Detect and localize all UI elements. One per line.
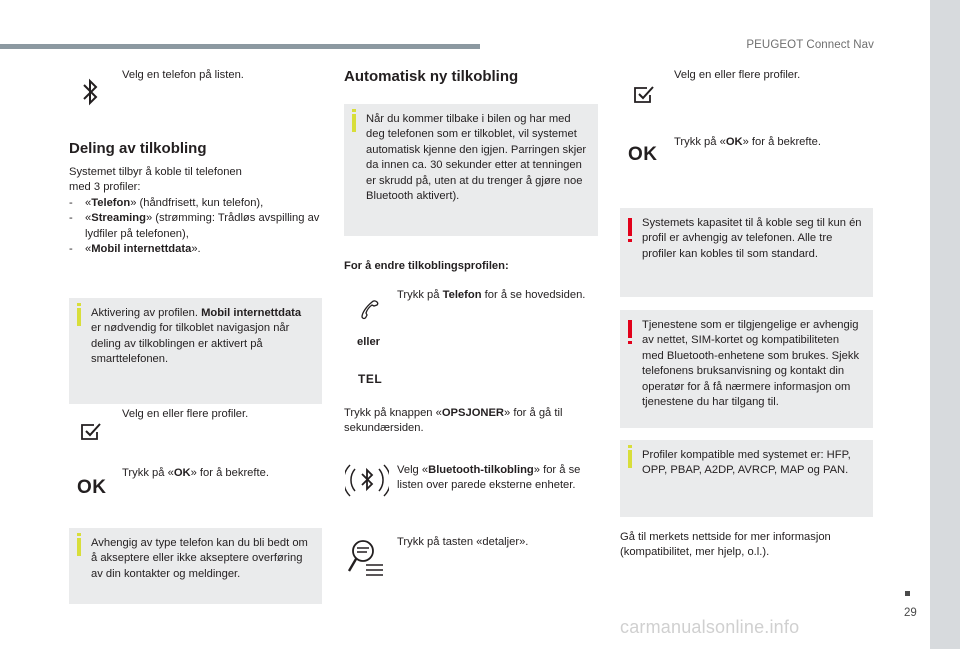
profile-item: - «Mobil internettdata». <box>69 242 325 257</box>
info-marker-icon <box>628 450 632 468</box>
warning-box-text: Tjenestene som er tilgjengelige er avhengig av nettet, SIM-kortet og kompatibiliteten med Bluetooth-enhetene som brukes. Sjekk telefonens bruksanvisning og kontakt din operatør for å få nærmere informasjon om tjenestene du har tilgang til. <box>642 319 860 409</box>
info-box-mobile-data <box>69 298 322 404</box>
col1-step2-text: Velg en eller flere profiler. <box>122 408 249 420</box>
phone-handset-icon <box>359 298 381 320</box>
header-brand: PEUGEOT Connect Nav <box>746 39 874 51</box>
warning-box-profile-capacity <box>620 208 873 297</box>
profile-list <box>69 196 325 258</box>
side-strip <box>930 0 960 649</box>
info-box-phone-type <box>69 528 322 604</box>
bluetooth-connection-icon <box>345 459 389 503</box>
col2-step1-text: Trykk på Telefon for å se hovedsiden. <box>397 289 586 301</box>
col2-step3-text: Trykk på tasten «detaljer». <box>397 536 529 548</box>
col3-step2-text: Trykk på «OK» for å bekrefte. <box>674 136 821 148</box>
col3-footer-text: Gå til merkets nettside for mer informasjon (kompatibilitet, mer hjelp, o.l.). <box>620 531 831 559</box>
profile-item: - «Streaming» (strømming: Trådløs avspilling av lydfiler på telefonen), <box>69 211 325 242</box>
info-marker-icon <box>77 538 81 556</box>
bluetooth-icon <box>80 76 100 108</box>
col1-intro: Systemet tilbyr å koble til telefonen med 3 profiler: <box>69 166 242 194</box>
info-box-text: Aktivering av profilen. Mobil internettdata er nødvendig for tilkoblet navigasjon når deling av tilkoblingen er aktivert på smarttelefonen. <box>91 307 302 366</box>
info-box-compatible-profiles <box>620 440 873 517</box>
col3-step1-text: Velg en eller flere profiler. <box>674 69 801 81</box>
checkbox-icon <box>633 85 655 105</box>
subheading-change-profile: For å endre tilkoblingsprofilen: <box>344 260 509 272</box>
info-marker-icon <box>352 114 356 132</box>
warning-marker-icon <box>628 320 632 338</box>
col2-options-text: Trykk på knappen «OPSJONER» for å gå til sekundærsiden. <box>344 407 563 435</box>
checkbox-icon <box>80 422 102 442</box>
info-box-text: Avhengig av type telefon kan du bli bedt om å akseptere eller ikke akseptere overføring av din kontakter og meldinger. <box>91 537 308 580</box>
col1-step1-text: Velg en telefon på listen. <box>122 69 244 81</box>
tel-label: TEL <box>358 372 383 386</box>
warning-box-services <box>620 310 873 428</box>
info-marker-icon <box>77 308 81 326</box>
heading-deling: Deling av tilkobling <box>69 140 207 157</box>
heading-automatisk: Automatisk ny tilkobling <box>344 68 519 85</box>
header-bar <box>0 44 480 49</box>
info-box-auto-reconnect <box>344 104 598 236</box>
profile-item: - «Telefon» (håndfrisett, kun telefon), <box>69 196 325 211</box>
info-box-text: Profiler kompatible med systemet er: HFP, OPP, PBAP, A2DP, AVRCP, MAP og PAN. <box>642 449 851 477</box>
eller-label: eller <box>357 336 381 348</box>
page-number: 29 <box>904 607 917 619</box>
warning-box-text: Systemets kapasitet til å koble seg til kun én profil er avhengig av telefonen. Alle tre profiler kan kobles til som standard. <box>642 217 862 260</box>
details-search-icon <box>346 538 386 578</box>
info-box-text: Når du kommer tilbake i bilen og har med deg telefonen som er tilkoblet, vil systemet automatisk kjenne den igjen. Parringen skjer da innen ca. 30 sekunder etter at tenningen er skrudd på, uten at du trenger å gjøre noe Bluetooth aktivert). <box>366 113 587 203</box>
ok-label: OK <box>77 477 107 498</box>
col1-step3-text: Trykk på «OK» for å bekrefte. <box>122 467 269 479</box>
page-marker-icon <box>905 591 910 596</box>
col2-step2-text: Velg «Bluetooth-tilkobling» for å se listen over parede eksterne enheter. <box>397 464 581 492</box>
ok-label: OK <box>628 144 658 165</box>
warning-marker-icon <box>628 218 632 236</box>
watermark: carmanualsonline.info <box>620 617 800 637</box>
